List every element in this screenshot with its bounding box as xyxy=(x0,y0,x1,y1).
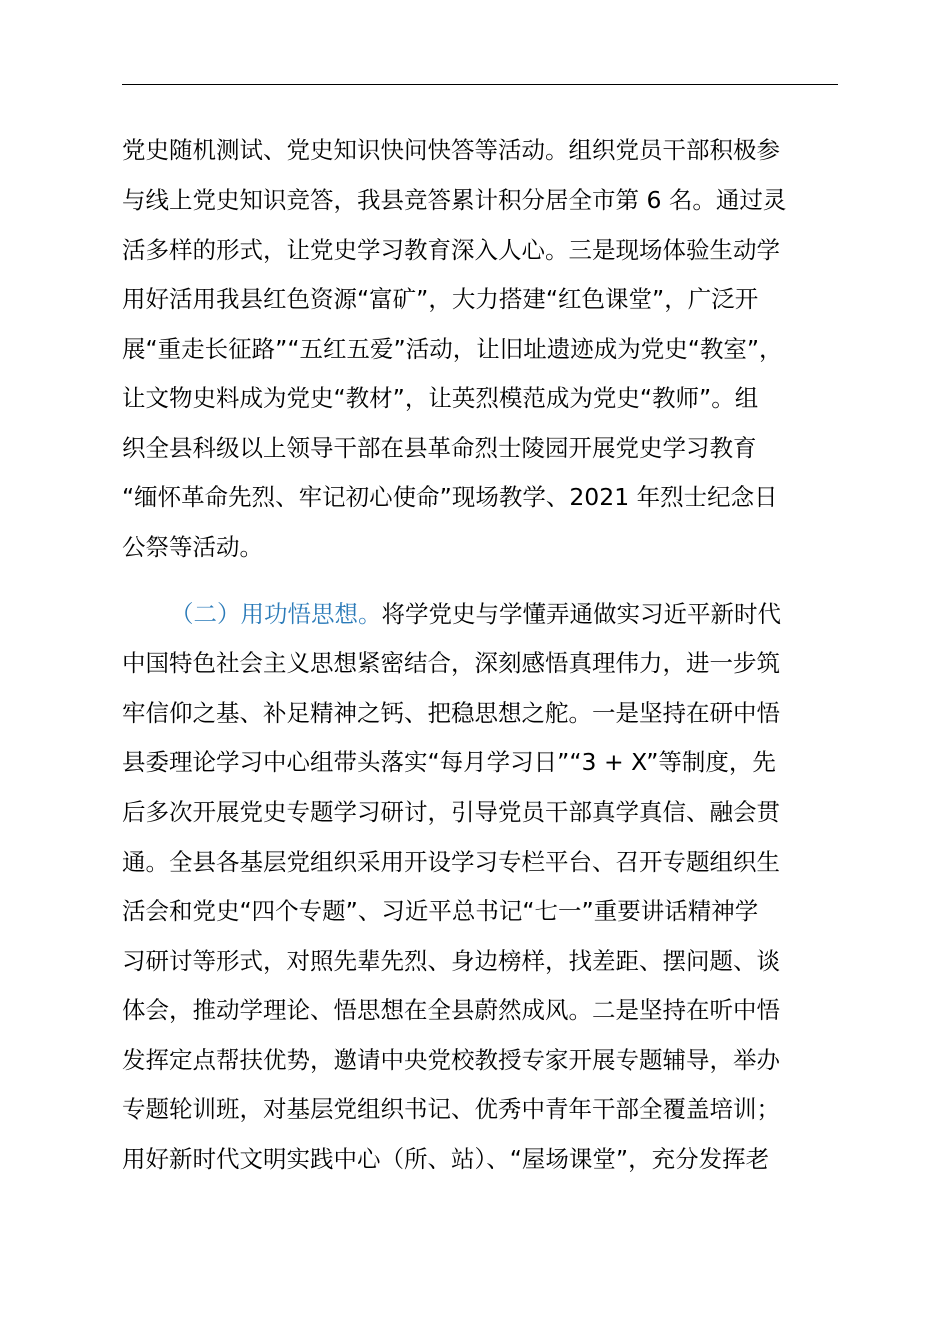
paragraph-2-first-line xyxy=(170,594,781,634)
paragraph-2-line-1-rest: 将学党史与学懂弄通做实习近平新时代 xyxy=(381,600,781,628)
paragraph-2-line-5: 后多次开展党史专题学习研讨，引导党员干部真学真信、融会贯 xyxy=(122,798,780,826)
paragraph-1-line-9: 公祭等活动。 xyxy=(122,533,263,561)
paragraph-1-line-5: 展“重走长征路”“五红五爱”活动，让旧址遗迹成为党史“教室”， xyxy=(122,335,783,363)
paragraph-2-line-8: 习研讨等形式，对照先辈先烈、身边榜样，找差距、摆问题、谈 xyxy=(122,947,780,975)
paragraph-2-line-10: 发挥定点帮扶优势，邀请中央党校教授专家开展专题辅导，举办 xyxy=(122,1046,780,1074)
header-rule xyxy=(122,84,838,85)
paragraph-1-line-6: 让文物史料成为党史“教材”，让英烈模范成为党史“教师”。组 xyxy=(122,384,759,412)
paragraph-2-line-12: 用好新时代文明实践中心（所、站）、“屋场课堂”，充分发挥老 xyxy=(122,1145,770,1173)
paragraph-1-line-3: 活多样的形式，让党史学习教育深入人心。三是现场体验生动学 xyxy=(122,236,780,264)
paragraph-1-line-1: 党史随机测试、党史知识快问快答等活动。组织党员干部积极参 xyxy=(122,136,780,164)
paragraph-2-line-3: 牢信仰之基、补足精神之钙、把稳思想之舵。一是坚持在研中悟 xyxy=(122,699,780,727)
section-heading: （二）用功悟思想。 xyxy=(170,600,382,628)
paragraph-2-line-11: 专题轮训班，对基层党组织书记、优秀中青年干部全覆盖培训； xyxy=(122,1095,780,1123)
paragraph-2-line-6: 通。全县各基层党组织采用开设学习专栏平台、召开专题组织生 xyxy=(122,848,780,876)
paragraph-1-line-8: “缅怀革命先烈、牢记初心使命”现场教学、2021 年烈士纪念日 xyxy=(122,483,778,511)
paragraph-2-line-2: 中国特色社会主义思想紧密结合，深刻感悟真理伟力，进一步筑 xyxy=(122,649,780,677)
paragraph-2-line-9: 体会，推动学理论、悟思想在全县蔚然成风。二是坚持在听中悟 xyxy=(122,996,780,1024)
paragraph-2-line-7: 活会和党史“四个专题”、习近平总书记“七一”重要讲话精神学 xyxy=(122,897,759,925)
paragraph-1-line-4: 用好活用我县红色资源“富矿”，大力搭建“红色课堂”，广泛开 xyxy=(122,285,759,313)
paragraph-2-line-4: 县委理论学习中心组带头落实“每月学习日”“3 + X”等制度，先 xyxy=(122,748,776,776)
paragraph-1-line-2: 与线上党史知识竞答，我县竞答累计积分居全市第 6 名。通过灵 xyxy=(122,186,787,214)
paragraph-1-line-7: 织全县科级以上领导干部在县革命烈士陵园开展党史学习教育 xyxy=(122,434,757,462)
